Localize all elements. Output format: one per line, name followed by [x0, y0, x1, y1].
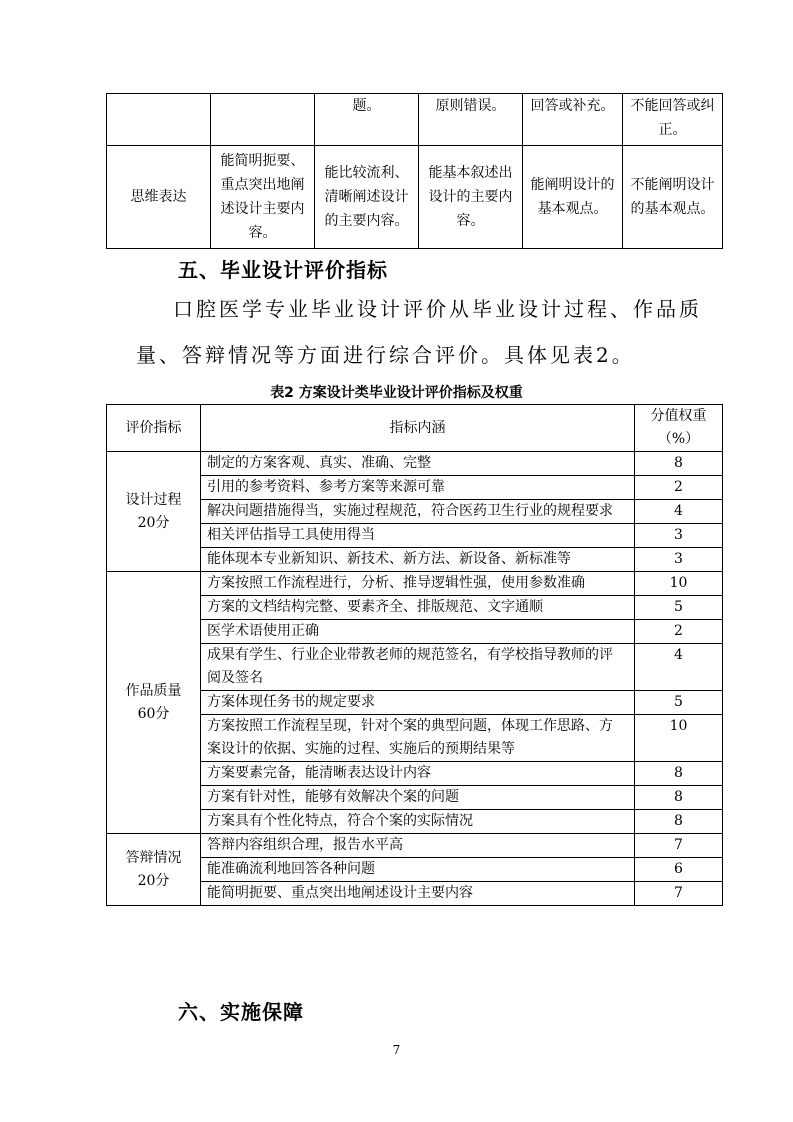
indicator-content: 方案体现任务书的规定要求 — [201, 691, 635, 715]
table-row — [107, 146, 723, 249]
section-heading-5: 五、毕业设计评价指标 — [178, 258, 388, 282]
indicator-weight: 10 — [635, 572, 723, 596]
indicator-content: 制定的方案客观、真实、准确、完整 — [201, 452, 635, 476]
indicator-content: 能准确流利地回答各种问题 — [201, 858, 635, 882]
table1-row2-label: 思维表达 — [107, 146, 211, 249]
table-row — [107, 452, 723, 476]
indicator-weight: 6 — [635, 858, 723, 882]
indicator-content: 相关评估指导工具使用得当 — [201, 524, 635, 548]
table-header-row — [107, 405, 723, 452]
section-heading-6: 六、实施保障 — [178, 1000, 304, 1024]
table1-cell: 题。 — [315, 94, 419, 146]
paragraph-line-2: 量、答辩情况等方面进行综合评价。具体见表2。 — [136, 343, 635, 367]
indicator-weight: 2 — [635, 476, 723, 500]
category-cell — [107, 834, 201, 906]
indicator-content: 方案的文档结构完整、要素齐全、排版规范、文字通顺 — [201, 596, 635, 620]
header-content: 指标内涵 — [201, 405, 635, 452]
table1-cell: 能基本叙述出设计的主要内容。 — [419, 146, 523, 249]
indicator-weight: 4 — [635, 644, 723, 691]
indicator-content: 方案按照工作流程呈现，针对个案的典型问题，体现工作思路、方案设计的依据、实施的过程、实施后的预期结果等 — [201, 715, 635, 762]
indicator-content: 答辩内容组织合理，报告水平高 — [201, 834, 635, 858]
indicator-weight: 3 — [635, 548, 723, 572]
indicator-weight: 8 — [635, 762, 723, 786]
table-row — [107, 94, 723, 146]
table1-cell: 不能阐明设计的基本观点。 — [623, 146, 723, 249]
category-score: 20分 — [137, 514, 170, 531]
indicator-weight: 8 — [635, 810, 723, 834]
table2-title: 表2 方案设计类毕业设计评价指标及权重 — [270, 385, 523, 401]
indicator-content: 能简明扼要、重点突出地阐述设计主要内容 — [201, 882, 635, 906]
indicator-content: 方案要素完备，能清晰表达设计内容 — [201, 762, 635, 786]
header-category: 评价指标 — [107, 405, 201, 452]
indicator-content: 医学术语使用正确 — [201, 620, 635, 644]
indicator-content: 方案按照工作流程进行，分析、推导逻辑性强，使用参数准确 — [201, 572, 635, 596]
table1-cell: 原则错误。 — [419, 94, 523, 146]
table1-cell: 能阐明设计的基本观点。 — [523, 146, 623, 249]
evaluation-criteria-table-continued — [106, 93, 723, 249]
category-name: 答辩情况 — [125, 849, 182, 866]
indicator-weight: 8 — [635, 786, 723, 810]
indicator-weight: 5 — [635, 691, 723, 715]
indicator-content: 能体现本专业新知识、新技术、新方法、新设备、新标准等 — [201, 548, 635, 572]
indicator-content: 方案有针对性，能够有效解决个案的问题 — [201, 786, 635, 810]
indicator-weight: 4 — [635, 500, 723, 524]
page-number: 7 — [392, 1043, 401, 1057]
indicator-weight: 5 — [635, 596, 723, 620]
indicator-weight: 7 — [635, 882, 723, 906]
table1-cell: 不能回答或纠正。 — [623, 94, 723, 146]
category-cell — [107, 572, 201, 834]
indicator-weight: 3 — [635, 524, 723, 548]
table1-row1-label — [107, 94, 211, 146]
table1-cell: 回答或补充。 — [523, 94, 623, 146]
table-row — [107, 572, 723, 596]
category-score: 60分 — [137, 705, 170, 722]
indicator-content: 方案具有个性化特点，符合个案的实际情况 — [201, 810, 635, 834]
indicator-content: 解决问题措施得当，实施过程规范，符合医药卫生行业的规程要求 — [201, 500, 635, 524]
category-name: 设计过程 — [125, 491, 182, 508]
indicator-weight: 10 — [635, 715, 723, 762]
evaluation-indicators-table — [106, 404, 723, 906]
paragraph-line-1: 口腔医学专业毕业设计评价从毕业设计过程、作品质 — [173, 297, 702, 321]
indicator-content: 引用的参考资料、参考方案等来源可靠 — [201, 476, 635, 500]
indicator-content: 成果有学生、行业企业带教老师的规范签名，有学校指导教师的评阅及签名 — [201, 644, 635, 691]
category-score: 20分 — [137, 872, 170, 889]
indicator-weight: 7 — [635, 834, 723, 858]
category-name: 作品质量 — [125, 682, 182, 699]
table-row — [107, 834, 723, 858]
table1-cell — [211, 94, 315, 146]
category-cell — [107, 452, 201, 572]
header-weight: 分值权重（%） — [635, 405, 723, 452]
table1-cell: 能简明扼要、重点突出地阐述设计主要内容。 — [211, 146, 315, 249]
indicator-weight: 8 — [635, 452, 723, 476]
table1-cell: 能比较流利、清晰阐述设计的主要内容。 — [315, 146, 419, 249]
indicator-weight: 2 — [635, 620, 723, 644]
